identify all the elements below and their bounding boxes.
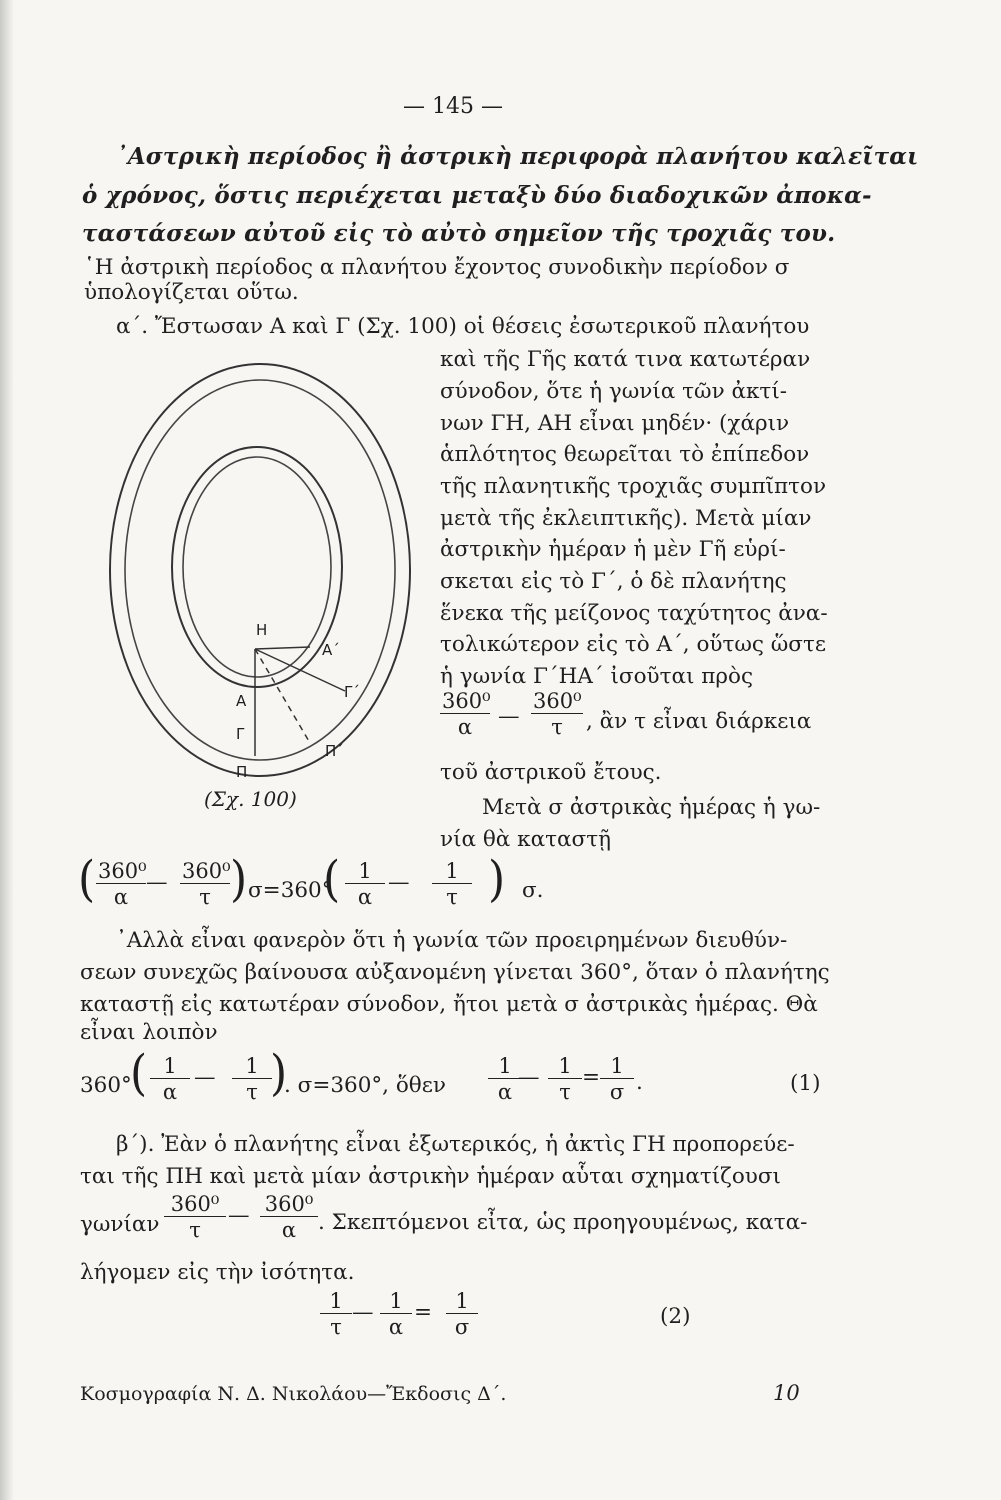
outer-orbit-inner-edge: [125, 380, 395, 760]
eq1-minus-b: —: [518, 1065, 540, 1090]
case-a-line-11: ἡ γωνία Γ΄ΗΑ΄ ἰσοῦται πρὸς: [440, 664, 754, 689]
paren-close-1: ): [230, 851, 248, 908]
eq1-frac-1-sigma: $\frac{1}{\sigma}$: [600, 1055, 634, 1104]
case-a-line-7: ἀστρικὴν ἡμέραν ἡ μὲν Γῆ εὑρί-: [440, 537, 786, 562]
eq1-frac-1-tau: $\frac{1}{\tau}$: [232, 1055, 272, 1104]
after-eq-line-4: εἶναι λοιπὸν: [80, 1020, 218, 1045]
eq2-frac-1-tau: $\frac{1}{\tau}$: [320, 1290, 352, 1339]
case-a-line-8: σκεται εἰς τὸ Γ΄, ὁ δὲ πλανήτης: [440, 569, 787, 594]
eq1-middle-text: . σ=360°, ὅθεν: [284, 1073, 446, 1098]
after-eq-line-2: σεων συνεχῶς βαίνουσα αὐξανομένη γίνεται 360°, ὅταν ὁ πλανήτης: [80, 960, 830, 985]
eq-sigma-end: σ.: [522, 878, 544, 903]
eq1-360: 360°: [80, 1073, 132, 1098]
label-A: Α: [236, 692, 247, 710]
eq-frac-360-alpha: $\frac{\text{360⁰}}{\alpha}$: [98, 859, 147, 910]
case-b-line-1: β΄). Ἐὰν ὁ πλανήτης εἶναι ἐξωτερικός, ἡ ἀκτὶς ΓΗ προπορεύε-: [116, 1132, 795, 1157]
label-G: Γ: [236, 725, 245, 743]
eq1-frac-1-alpha: $\frac{1}{\alpha}$: [150, 1055, 190, 1104]
after-eq-line-3: καταστῇ εἰς κατωτέραν σύνοδον, ἤτοι μετὰ σ ἀστρικὰς ἡμέρας. Θὰ: [80, 992, 818, 1017]
intro-line-2: ὑπολογίζεται οὕτω.: [84, 280, 299, 305]
radius-HA-prime: [255, 647, 310, 649]
case-a-line-9: ἕνεκα τῆς μείζονος ταχύτητος ἀνα-: [440, 601, 828, 626]
eq1-frac-1-tau-b: $\frac{1}{\tau}$: [548, 1055, 582, 1104]
label-A-prime: Α΄: [322, 641, 340, 659]
dashed-radius-HP-prime: [255, 649, 310, 743]
gonian-text: γωνίαν: [80, 1212, 160, 1237]
definition-line-3: ταστάσεων αὐτοῦ εἰς τὸ αὐτὸ σημεῖον τῆς τροχιᾶς του.: [82, 220, 836, 247]
paren-open-1: (: [78, 851, 96, 908]
eq1-equals: =: [582, 1065, 601, 1090]
paren-close-2: ): [488, 851, 506, 908]
paren-open-2: (: [323, 851, 341, 908]
eq1-period: .: [636, 1070, 643, 1095]
eq1-frac-1-alpha-b: $\frac{1}{\alpha}$: [488, 1055, 522, 1104]
case-a-line-4: ἁπλότητος θεωρεῖται τὸ ἐπίπεδον: [440, 442, 810, 467]
label-H: Η: [256, 621, 268, 639]
equation-number-1: (1): [790, 1071, 821, 1096]
eq2-frac-1-sigma: $\frac{1}{\sigma}$: [446, 1290, 478, 1339]
case-a-line-10: τολικώτερον εἰς τὸ Α΄, οὕτως ὥστε: [440, 632, 827, 657]
inner-orbit-inner-edge: [183, 457, 331, 677]
eq-sigma-eq-360: σ=360°: [248, 878, 333, 903]
eq1-paren-open: (: [130, 1045, 148, 1102]
eq-minus-1: —: [146, 870, 168, 895]
footer-left: Κοσμογραφία Ν. Δ. Νικολάου—Ἔκδοσις Δ΄.: [80, 1383, 507, 1405]
case-b-line-2: ται τῆς ΠΗ καὶ μετὰ μίαν ἀστρικὴν ἡμέραν αὗται σχηματίζουσι: [80, 1164, 781, 1189]
page-number: — 145 —: [403, 94, 503, 119]
caseb-minus: —: [228, 1203, 250, 1228]
outer-orbit-outer-edge: [110, 364, 410, 776]
eq2-minus: —: [352, 1300, 374, 1325]
minus-sign: —: [498, 704, 520, 729]
eq-frac-1-alpha: $\frac{1}{\alpha}$: [345, 860, 385, 909]
case-a-line-6: μετὰ τῆς ἐκλειπτικῆς). Μετὰ μίαν: [440, 506, 812, 531]
eq1-minus: —: [194, 1065, 216, 1090]
tou-line: τοῦ ἀστρικοῦ ἔτους.: [440, 760, 662, 785]
eq-frac-1-tau: $\frac{1}{\tau}$: [432, 860, 472, 909]
sigma-line-1: Μετὰ σ ἀστρικὰς ἡμέρας ἡ γω-: [482, 795, 821, 820]
intro-line-1: ῾Η ἀστρικὴ περίοδος α πλανήτου ἔχοντος συνοδικὴν περίοδον σ: [84, 255, 790, 280]
orbit-figure: [95, 345, 435, 785]
page-edge-shadow: [0, 0, 14, 1500]
case-a-line-1: καὶ τῆς Γῆς κατά τινα κατωτέραν: [440, 347, 811, 372]
frac-line-text: , ἂν τ εἶναι διάρκεια: [586, 709, 812, 734]
eq1-paren-close: ): [270, 1045, 288, 1102]
label-G-prime: Γ΄: [344, 683, 360, 701]
lygomen-text: λήγομεν εἰς τὴν ἰσότητα.: [80, 1260, 355, 1285]
after-eq-line-1: ᾿Αλλὰ εἶναι φανερὸν ὅτι ἡ γωνία τῶν προειρημένων διευθύν-: [116, 928, 788, 953]
sigma-line-2: νία θὰ καταστῇ: [440, 827, 611, 852]
eq-minus-2: —: [388, 870, 410, 895]
caseb-frac-360-tau: $\frac{\text{360⁰}}{\tau}$: [164, 1193, 226, 1242]
fraction-360-over-alpha: $\frac{\text{360⁰}}{\alpha}$: [442, 689, 491, 740]
caseb-frac-360-alpha: $\frac{\text{360⁰}}{\alpha}$: [260, 1193, 318, 1242]
definition-line-2: ὁ χρόνος, ὅστις περιέχεται μεταξὺ δύο διαδοχικῶν ἀποκα-: [82, 182, 872, 209]
case-a-line-5: τῆς πλανητικῆς τροχιᾶς συμπῖπτον: [440, 474, 827, 499]
case-a-line-2: σύνοδον, ὅτε ἡ γωνία τῶν ἀκτί-: [440, 379, 788, 404]
case-a-line-3: νων ΓΗ, ΑΗ εἶναι μηδέν· (χάριν: [440, 411, 790, 436]
eq2-equals: =: [414, 1300, 433, 1325]
label-P: Π: [236, 763, 248, 781]
case-a-first-line: α΄. Ἔστωσαν Α καὶ Γ (Σχ. 100) οἱ θέσεις ἐσωτερικοῦ πλανήτου: [116, 314, 810, 339]
skeptomenoi-text: . Σκεπτόμενοι εἶτα, ὡς προηγουμένως, κατα-: [318, 1210, 808, 1235]
eq2-frac-1-alpha: $\frac{1}{\alpha}$: [380, 1290, 412, 1339]
eq-frac-360-tau: $\frac{\text{360⁰}}{\tau}$: [182, 859, 231, 910]
definition-line-1: ᾿Αστρικὴ περίοδος ἢ ἀστρικὴ περιφορὰ πλανήτου καλεῖται: [116, 143, 919, 170]
label-P-prime: Π΄: [325, 742, 344, 760]
equation-number-2: (2): [660, 1304, 691, 1329]
footer-signature-number: 10: [773, 1381, 800, 1405]
figure-caption: (Σχ. 100): [204, 787, 297, 811]
fraction-360-over-tau: $\frac{\text{360⁰}}{\tau}$: [533, 689, 582, 740]
